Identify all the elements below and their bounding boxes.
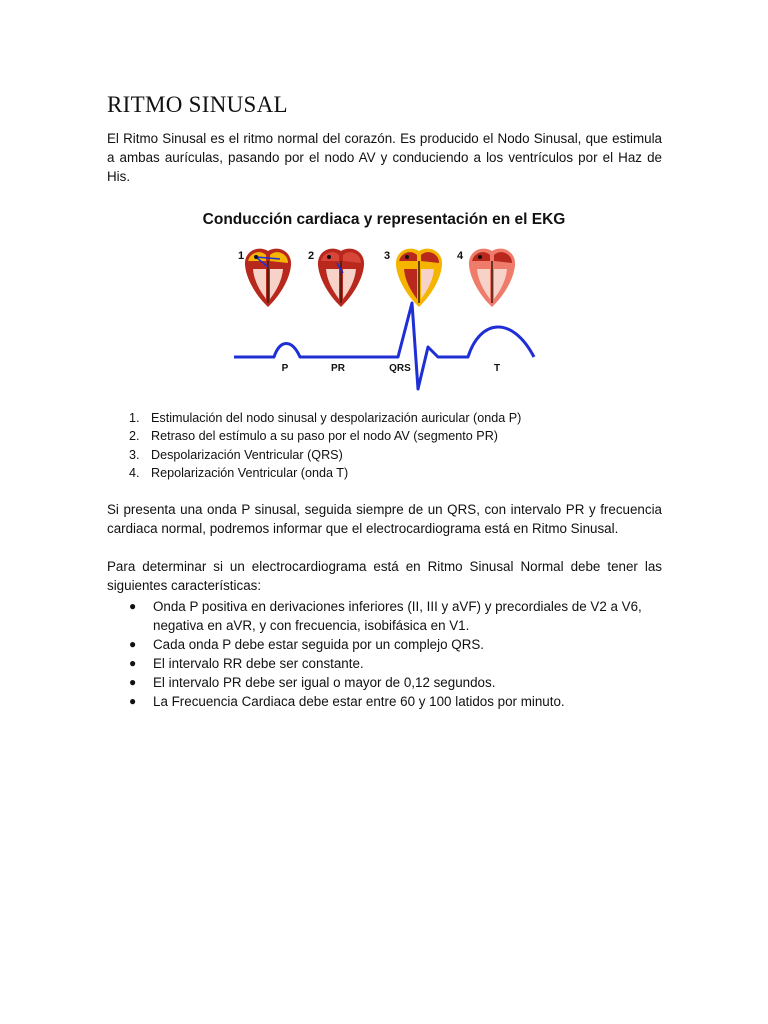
heart-number-2: 2 <box>308 250 315 262</box>
sinus-rhythm-paragraph: Si presenta una onda P sinusal, seguida siempre de un QRS, con intervalo PR y frecuencia cardiaca normal, podremos informar que el electrocardiograma está en Ritmo Sinusal. <box>107 502 662 536</box>
heart-number-1: 1 <box>238 250 245 262</box>
heart-1 <box>245 249 291 307</box>
heart-2 <box>318 249 364 307</box>
criteria-intro-paragraph: Para determinar si un electrocardiograma está en Ritmo Sinusal Normal debe tener las siguientes características: <box>107 559 662 593</box>
list-item: ● El intervalo RR debe ser constante. <box>107 654 662 673</box>
list-item: ● Onda P positiva en derivaciones inferiores (II, III y aVF) y precordiales de V2 a V6, negativa en aVR, y con frecuencia, isobifásica en V1. <box>107 597 662 635</box>
label-pr: PR <box>331 363 345 374</box>
list-item: ● Cada onda P debe estar seguida por un complejo QRS. <box>107 635 662 654</box>
list-item: 1. Estimulación del nodo sinusal y despolarización auricular (onda P) <box>129 411 522 425</box>
list-item: 3. Despolarización Ventricular (QRS) <box>129 447 343 462</box>
label-qrs: QRS <box>389 363 411 374</box>
list-item: ● La Frecuencia Cardiaca debe estar entre 60 y 100 latidos por minuto. <box>107 692 662 711</box>
heart-4 <box>469 249 515 307</box>
list-item: ● El intervalo PR debe ser igual o mayor de 0,12 segundos. <box>107 673 662 692</box>
intro-paragraph: El Ritmo Sinusal es el ritmo normal del corazón. Es producido el Nodo Sinusal, que estimula a ambas aurículas, pasando por el nodo AV y conduciendo a los ventrículos por el Haz de His. <box>107 131 662 184</box>
conduction-figure <box>222 243 542 393</box>
bullet-icon: ● <box>129 637 137 651</box>
label-p: P <box>281 363 289 374</box>
label-t: T <box>493 363 501 374</box>
bullet-icon: ● <box>129 675 137 689</box>
heart-number-4: 4 <box>457 250 464 262</box>
conduction-steps-list <box>107 409 521 483</box>
criteria-list <box>107 597 662 711</box>
ekg-trace <box>234 303 534 389</box>
heart-3 <box>396 249 442 307</box>
list-item: 4. Repolarización Ventricular (onda T) <box>129 466 349 481</box>
heart-number-3: 3 <box>384 250 391 262</box>
list-item: 2. Retraso del estímulo a su paso por el nodo AV (segmento PR) <box>129 429 498 444</box>
bullet-icon: ● <box>129 694 137 708</box>
figure-title: Conducción cardiaca y representación en el EKG <box>202 211 566 228</box>
bullet-icon: ● <box>129 656 137 670</box>
page-title: RITMO SINUSAL <box>107 92 288 117</box>
bullet-icon: ● <box>129 599 137 613</box>
